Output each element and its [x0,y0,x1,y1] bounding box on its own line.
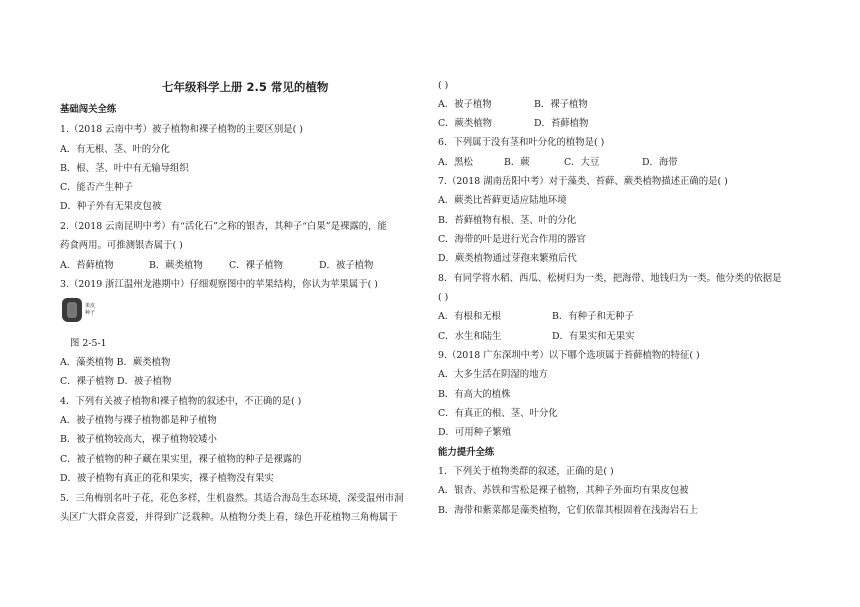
q2-option-d: D．被子植物 [319,260,374,271]
figure-caption: 图 2-5-1 [70,338,107,349]
q2-option-a: A．苔藓植物 [60,260,114,271]
q3-stem: 3.（2019 浙江温州龙港期中）仔细观察图中的苹果结构，你认为苹果属于( ) [60,279,378,290]
q1-stem: 1.（2018 云南中考）被子植物和裸子植物的主要区别是( ) [60,124,303,135]
q5-option-c: C．蕨类植物 [438,118,493,129]
q6-stem: 6．下列属于没有茎和叶分化的植物是( ) [438,137,605,148]
q6-option-b: B．蕨 [504,157,530,168]
q8-option-a: A．有根和无根 [438,311,502,322]
q8-option-b: B．有种子和无种子 [552,311,634,322]
q1-option-d: D．种子外有无果皮包被 [60,201,162,212]
q2-stem-line2: 药食两用。可推测银杏属于( ) [60,240,183,251]
q5-stem-line2: 头区广大群众喜爱，并得到广泛栽种。从植物分类上看，绿色开花植物三角梅属于 [60,512,398,523]
q9-option-b: B．有高大的植株 [438,389,511,400]
q7-option-d: D．蕨类植物通过芽孢来繁殖后代 [438,253,577,264]
q1-option-a: A．有无根、茎、叶的分化 [60,144,170,155]
q4-option-a: A．被子植物与裸子植物都是种子植物 [60,415,217,426]
figure-label-seed: 种子 [85,310,96,316]
q10-stem: 1．下列关于植物类群的叙述，正确的是( ) [438,466,614,477]
q8-stem-line1: 8．有同学将水稻、西瓜、松树归为一类，把海带、地钱归为一类。他分类的依据是 [438,273,782,284]
q2-option-b: B．蕨类植物 [149,260,203,271]
q3-options-ab: A．藻类植物 B．蕨类植物 [60,357,171,368]
q1-option-b: B．根、茎、叶中有无输导组织 [60,163,189,174]
q6-option-c: C．大豆 [564,157,600,168]
q2-option-c: C．裸子植物 [229,260,284,271]
section-heading-basic: 基础闯关全练 [60,104,117,115]
q8-option-d: D．有果实和无果实 [552,331,635,342]
q5-option-b: B．裸子植物 [534,99,588,110]
q4-option-d: D．被子植物有真正的花和果实，裸子植物没有果实 [60,473,274,484]
q7-stem: 7.（2018 湖南岳阳中考）对于藻类、苔藓、蕨类植物描述正确的是( ) [438,176,728,187]
q4-stem: 4．下列有关被子植物和裸子植物的叙述中，不正确的是( ) [60,396,302,407]
q8-option-c: C．水生和陆生 [438,331,502,342]
q3-options-cd: C．裸子植物 D．被子植物 [60,376,172,387]
q8-stem-line2: ( ) [438,292,449,303]
q9-option-c: C．有真正的根、茎、叶分化 [438,408,558,419]
apple-core-illustration [67,302,77,318]
q7-option-a: A．蕨类比苔藓更适应陆地环境 [438,195,567,206]
q10-option-b: B．海带和紫菜都是藻类植物，它们依靠其根固着在浅海岩石上 [438,505,699,516]
q5-stem-line1: 5．三角梅别名叶子花，花色多样，生机盎然。其适合海岛生态环境，深受温州市洞 [60,493,404,504]
q1-option-c: C．能否产生种子 [60,182,133,193]
q6-option-d: D．海带 [642,157,678,168]
q7-option-b: B．苔藓植物有根、茎、叶的分化 [438,215,577,226]
q5-option-d: D．苔藓植物 [534,118,589,129]
section-heading-advanced: 能力提升全练 [438,447,495,458]
q6-option-a: A．黑松 [438,157,473,168]
apple-structure-figure [62,298,112,326]
q2-stem-line1: 2.（2018 云南昆明中考）有“活化石”之称的银杏，其种子“白果”是裸露的，能 [60,221,387,232]
q10-option-a: A．银杏、苏铁和雪松是裸子植物，其种子外面均有果皮包被 [438,485,689,496]
q4-option-b: B．被子植物较高大，裸子植物较矮小 [60,434,217,445]
q5-option-a: A．被子植物 [438,99,492,110]
q9-stem: 9.（2018 广东深圳中考）以下哪个选项属于苔藓植物的特征( ) [438,350,700,361]
q4-option-c: C．被子植物的种子藏在果实里，裸子植物的种子是裸露的 [60,454,302,465]
figure-label-peel: 果皮 [85,303,96,309]
q5-paren: ( ) [438,80,449,91]
q9-option-a: A．大多生活在阴湿的地方 [438,369,548,380]
page-title: 七年级科学上册 2.5 常见的植物 [162,80,329,94]
q7-option-c: C．海带的叶是进行光合作用的器官 [438,234,586,245]
q9-option-d: D．可用种子繁殖 [438,427,512,438]
